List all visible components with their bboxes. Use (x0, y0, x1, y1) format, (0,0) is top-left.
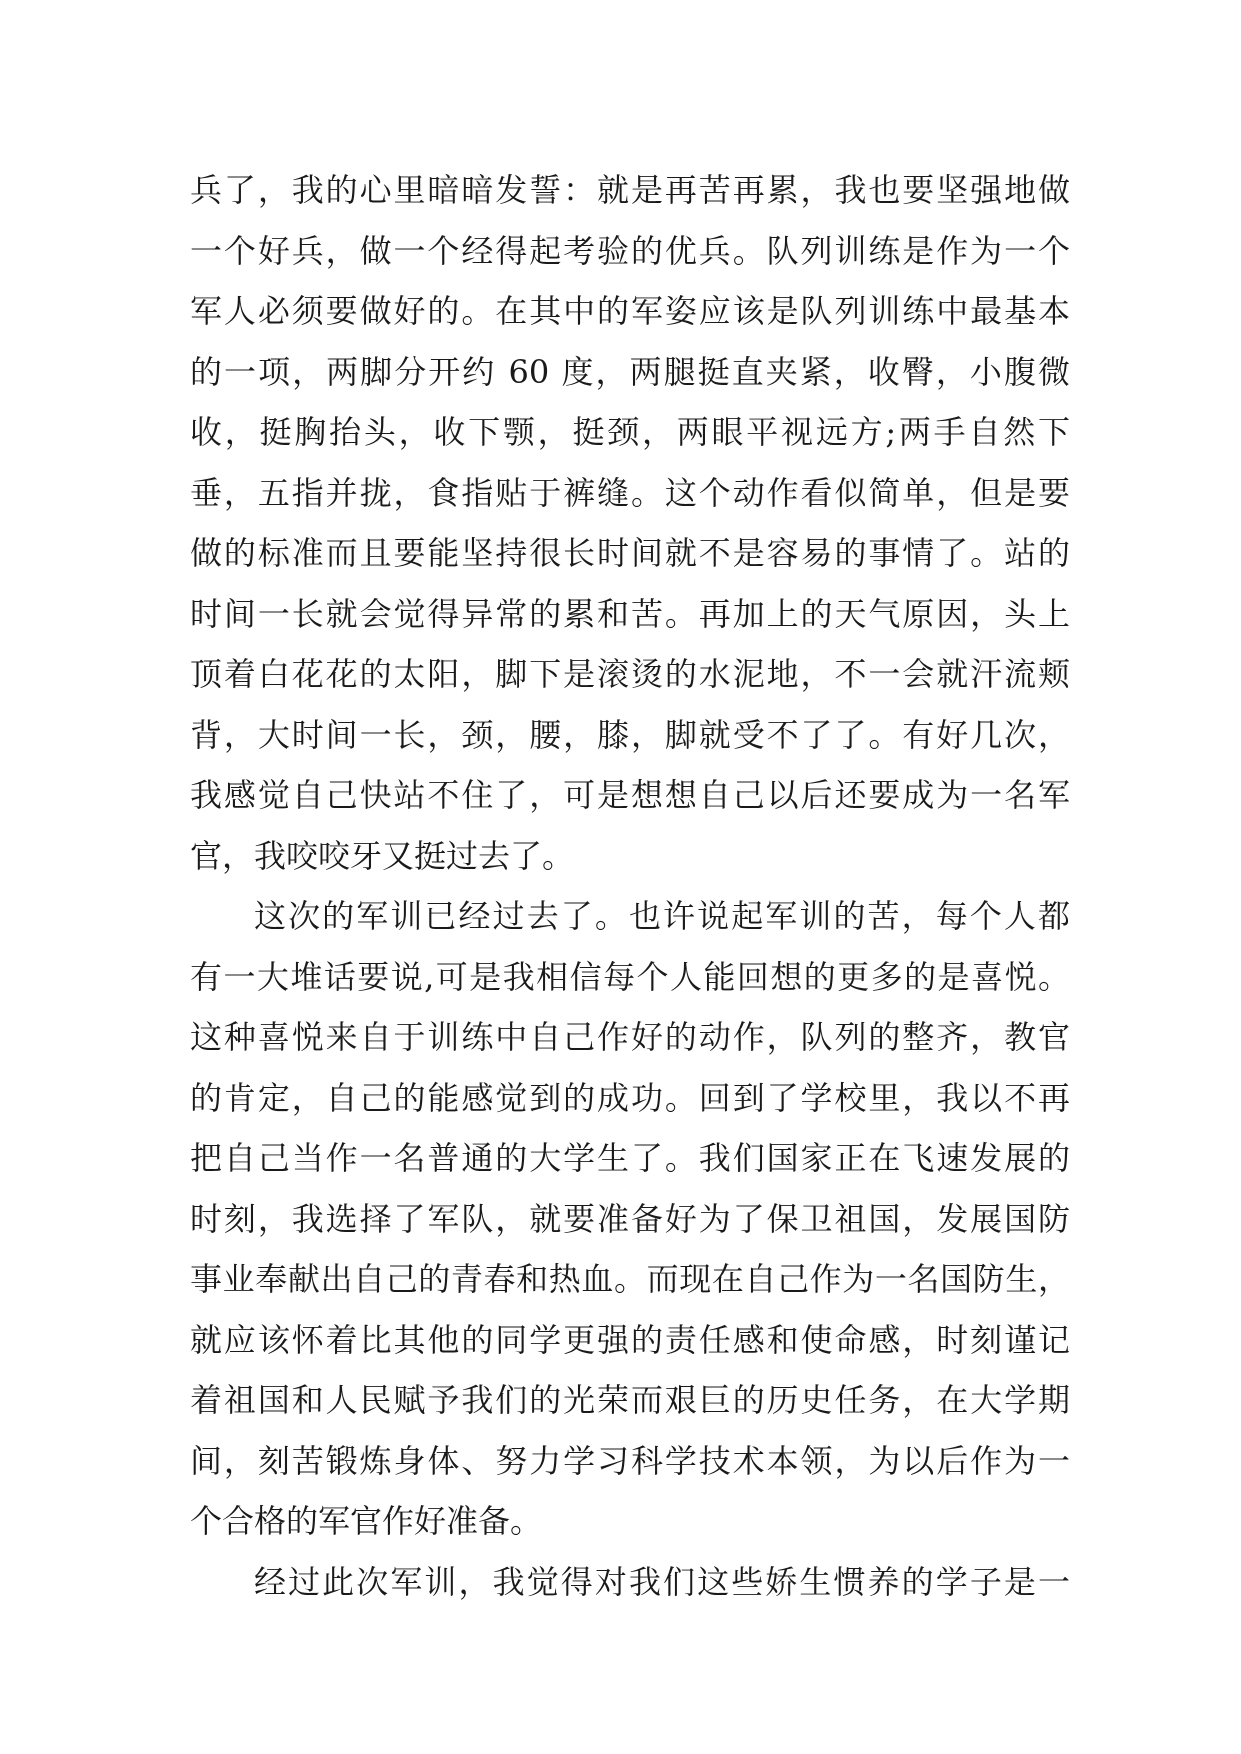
text-line: 事业奉献出自己的青春和热血。而现在自己作为一名国防生， (190, 1260, 1070, 1298)
text-line: 官，我咬咬牙又挺过去了。 (190, 836, 575, 875)
paragraph-2 (190, 886, 1070, 1552)
text-line: 军人必须要做好的。在其中的军姿应该是队列训练中最基本 (190, 292, 1070, 330)
paragraph-1 (190, 160, 1070, 886)
text-line: 有一大堆话要说,可是我相信每个人能回想的更多的是喜悦。 (190, 957, 1070, 996)
text-line: 把自己当作一名普通的大学生了。我们国家正在飞速发展的 (190, 1139, 1070, 1177)
text-line: 着祖国和人民赋予我们的光荣而艰巨的历史任务，在大学期 (190, 1381, 1070, 1419)
text-line: 的肯定，自己的能感觉到的成功。回到了学校里，我以不再 (190, 1078, 1070, 1117)
text-line: 经过此次军训，我觉得对我们这些娇生惯养的学子是一 (254, 1562, 1070, 1601)
text-line: 间，刻苦锻炼身体、努力学习科学技术本领，为以后作为一 (190, 1441, 1070, 1480)
text-line: 时刻，我选择了军队，就要准备好为了保卫祖国，发展国防 (190, 1199, 1070, 1238)
text-line: 这种喜悦来自于训练中自己作好的动作，队列的整齐，教官 (190, 1018, 1070, 1056)
text-line: 兵了，我的心里暗暗发誓：就是再苦再累，我也要坚强地做 (190, 171, 1070, 209)
text-line: 垂，五指并拢，食指贴于裤缝。这个动作看似简单，但是要 (190, 473, 1070, 512)
text-line: 我感觉自己快站不住了，可是想想自己以后还要成为一名军 (190, 776, 1070, 814)
paragraph-3 (190, 1552, 1070, 1613)
text-line: 做的标准而且要能坚持很长时间就不是容易的事情了。站的 (190, 534, 1070, 572)
text-line: 的一项，两脚分开约 60 度，两腿挺直夹紧，收臀，小腹微 (190, 352, 1070, 391)
text-line: 这次的军训已经过去了。也许说起军训的苦，每个人都 (254, 897, 1070, 935)
text-line: 顶着白花花的太阳，脚下是滚烫的水泥地，不一会就汗流颊 (190, 655, 1070, 693)
text-line: 背，大时间一长，颈，腰，膝，脚就受不了了。有好几次， (190, 715, 1070, 754)
text-line: 一个好兵，做一个经得起考验的优兵。队列训练是作为一个 (190, 231, 1070, 270)
text-line: 个合格的军官作好准备。 (190, 1502, 543, 1540)
document-body (190, 160, 1070, 1612)
text-line: 时间一长就会觉得异常的累和苦。再加上的天气原因，头上 (190, 594, 1070, 633)
text-line: 就应该怀着比其他的同学更强的责任感和使命感，时刻谨记 (190, 1320, 1070, 1359)
text-line: 收，挺胸抬头，收下颚，挺颈，两眼平视远方;两手自然下 (190, 413, 1070, 451)
